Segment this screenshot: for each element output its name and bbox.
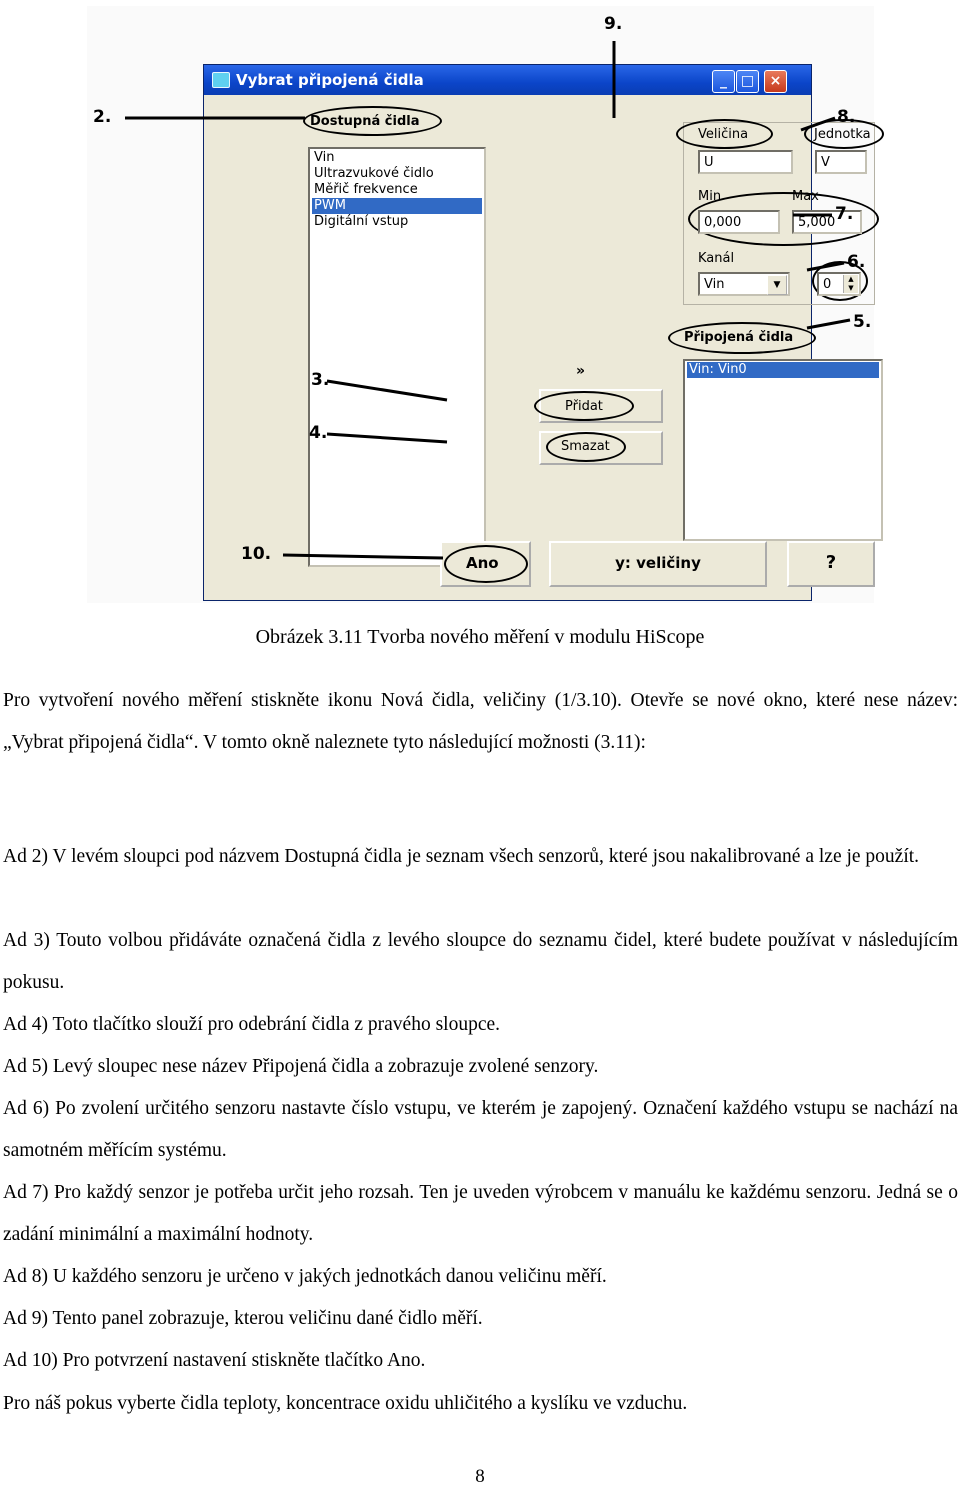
maximize-button[interactable]: □	[736, 70, 759, 93]
paragraph-ad2: Ad 2) V levém sloupci pod názvem Dostupná čidla je seznam všech senzorů, které jsou nakalibrované a lze je použít.	[3, 846, 920, 867]
list-item[interactable]: Ultrazvukové čidlo	[314, 166, 434, 181]
callout-7: 7.	[835, 204, 854, 224]
callout-3: 3.	[311, 370, 330, 390]
paragraph-ad9: Ad 9) Tento panel zobrazuje, kterou veličinu dané čidlo měří.	[3, 1308, 483, 1329]
min-label: Min	[698, 189, 722, 204]
close-button[interactable]: ×	[764, 70, 787, 93]
max-field[interactable]: 5,000	[792, 210, 862, 234]
max-label: Max	[792, 189, 819, 204]
callout-5: 5.	[853, 312, 872, 332]
minimize-button[interactable]: _	[712, 70, 735, 93]
figure-screenshot	[87, 6, 874, 603]
unit-label: Jednotka	[814, 127, 871, 142]
y-quantities-button[interactable]: y: veličiny	[549, 541, 767, 587]
list-item-selected[interactable]: PWM	[312, 198, 482, 214]
channel-index-value: 0	[823, 277, 832, 292]
min-field[interactable]: 0,000	[698, 210, 780, 234]
paragraph-ad4: Ad 4) Toto tlačítko slouží pro odebrání čidla z pravého sloupce.	[3, 1014, 501, 1035]
paragraph-ad6: Ad 6) Po zvolení určitého senzoru nastavte číslo vstupu, ve kterém je zapojený. Označení každého vstupu se nachází na samotném měřícím systému.	[3, 1098, 958, 1161]
paragraph-ad3: Ad 3) Touto volbou přidáváte označená čidla z levého sloupce do seznamu čidel, které budete používat v následujícím pokusu.	[3, 930, 958, 993]
callout-lines	[87, 6, 874, 603]
quantity-label: Veličina	[698, 127, 749, 142]
callout-10: 10.	[241, 544, 272, 564]
list-item[interactable]: Digitální vstup	[314, 214, 409, 229]
paragraph-intro: Pro vytvoření nového měření stiskněte ikonu Nová čidla, veličiny (1/3.10). Otevře se nové okno, které nese název: „Vybrat připojená čidla“. V tomto okně naleznete tyto následující možnosti (3.11):	[3, 690, 958, 753]
connected-sensors-label: Připojená čidla	[684, 330, 794, 345]
list-item[interactable]: Měřič frekvence	[314, 182, 418, 197]
quantity-field[interactable]: U	[698, 150, 793, 174]
unit-field[interactable]: V	[815, 150, 867, 174]
help-button[interactable]: ?	[787, 541, 875, 587]
channel-label: Kanál	[698, 251, 735, 266]
list-item[interactable]: Vin	[314, 150, 335, 165]
paragraph-final: Pro náš pokus vyberte čidla teploty, koncentrace oxidu uhličitého a kyslíku ve vzduchu.	[3, 1393, 688, 1414]
add-button[interactable]: Přidat	[565, 399, 603, 414]
callout-9: 9.	[604, 14, 623, 34]
callout-2: 2.	[93, 107, 112, 127]
paragraph-ad10: Ad 10) Pro potvrzení nastavení stiskněte tlačítko Ano.	[3, 1350, 426, 1371]
channel-select-value: Vin	[704, 277, 725, 292]
callout-4: 4.	[309, 423, 328, 443]
callout-6: 6.	[847, 252, 866, 272]
callout-8: 8.	[837, 107, 856, 127]
list-item-selected[interactable]: Vin: Vin0	[687, 362, 879, 378]
remove-button[interactable]: Smazat	[561, 439, 610, 454]
paragraph-ad8: Ad 8) U každého senzoru je určeno v jakých jednotkách danou veličinu měří.	[3, 1266, 607, 1287]
available-sensors-label: Dostupná čidla	[310, 114, 420, 129]
transfer-arrows-icon: »	[576, 363, 586, 379]
yes-button[interactable]: Ano	[466, 554, 499, 572]
figure-caption: Obrázek 3.11 Tvorba nového měření v modulu HiScope	[255, 626, 705, 648]
spinner-arrows-icon[interactable]: ▲ ▼	[843, 275, 858, 293]
chevron-down-icon[interactable]: ▼	[767, 275, 787, 295]
page-number: 8	[475, 1466, 485, 1487]
window-title: Vybrat připojená čidla	[236, 71, 424, 89]
paragraph-ad5: Ad 5) Levý sloupec nese název Připojená čidla a zobrazuje zvolené senzory.	[3, 1056, 599, 1077]
paragraph-ad7: Ad 7) Pro každý senzor je potřeba určit jeho rozsah. Ten je uveden výrobcem v manuálu ke každému senzoru. Jedná se o zadání minimální a maximální hodnoty.	[3, 1182, 958, 1245]
